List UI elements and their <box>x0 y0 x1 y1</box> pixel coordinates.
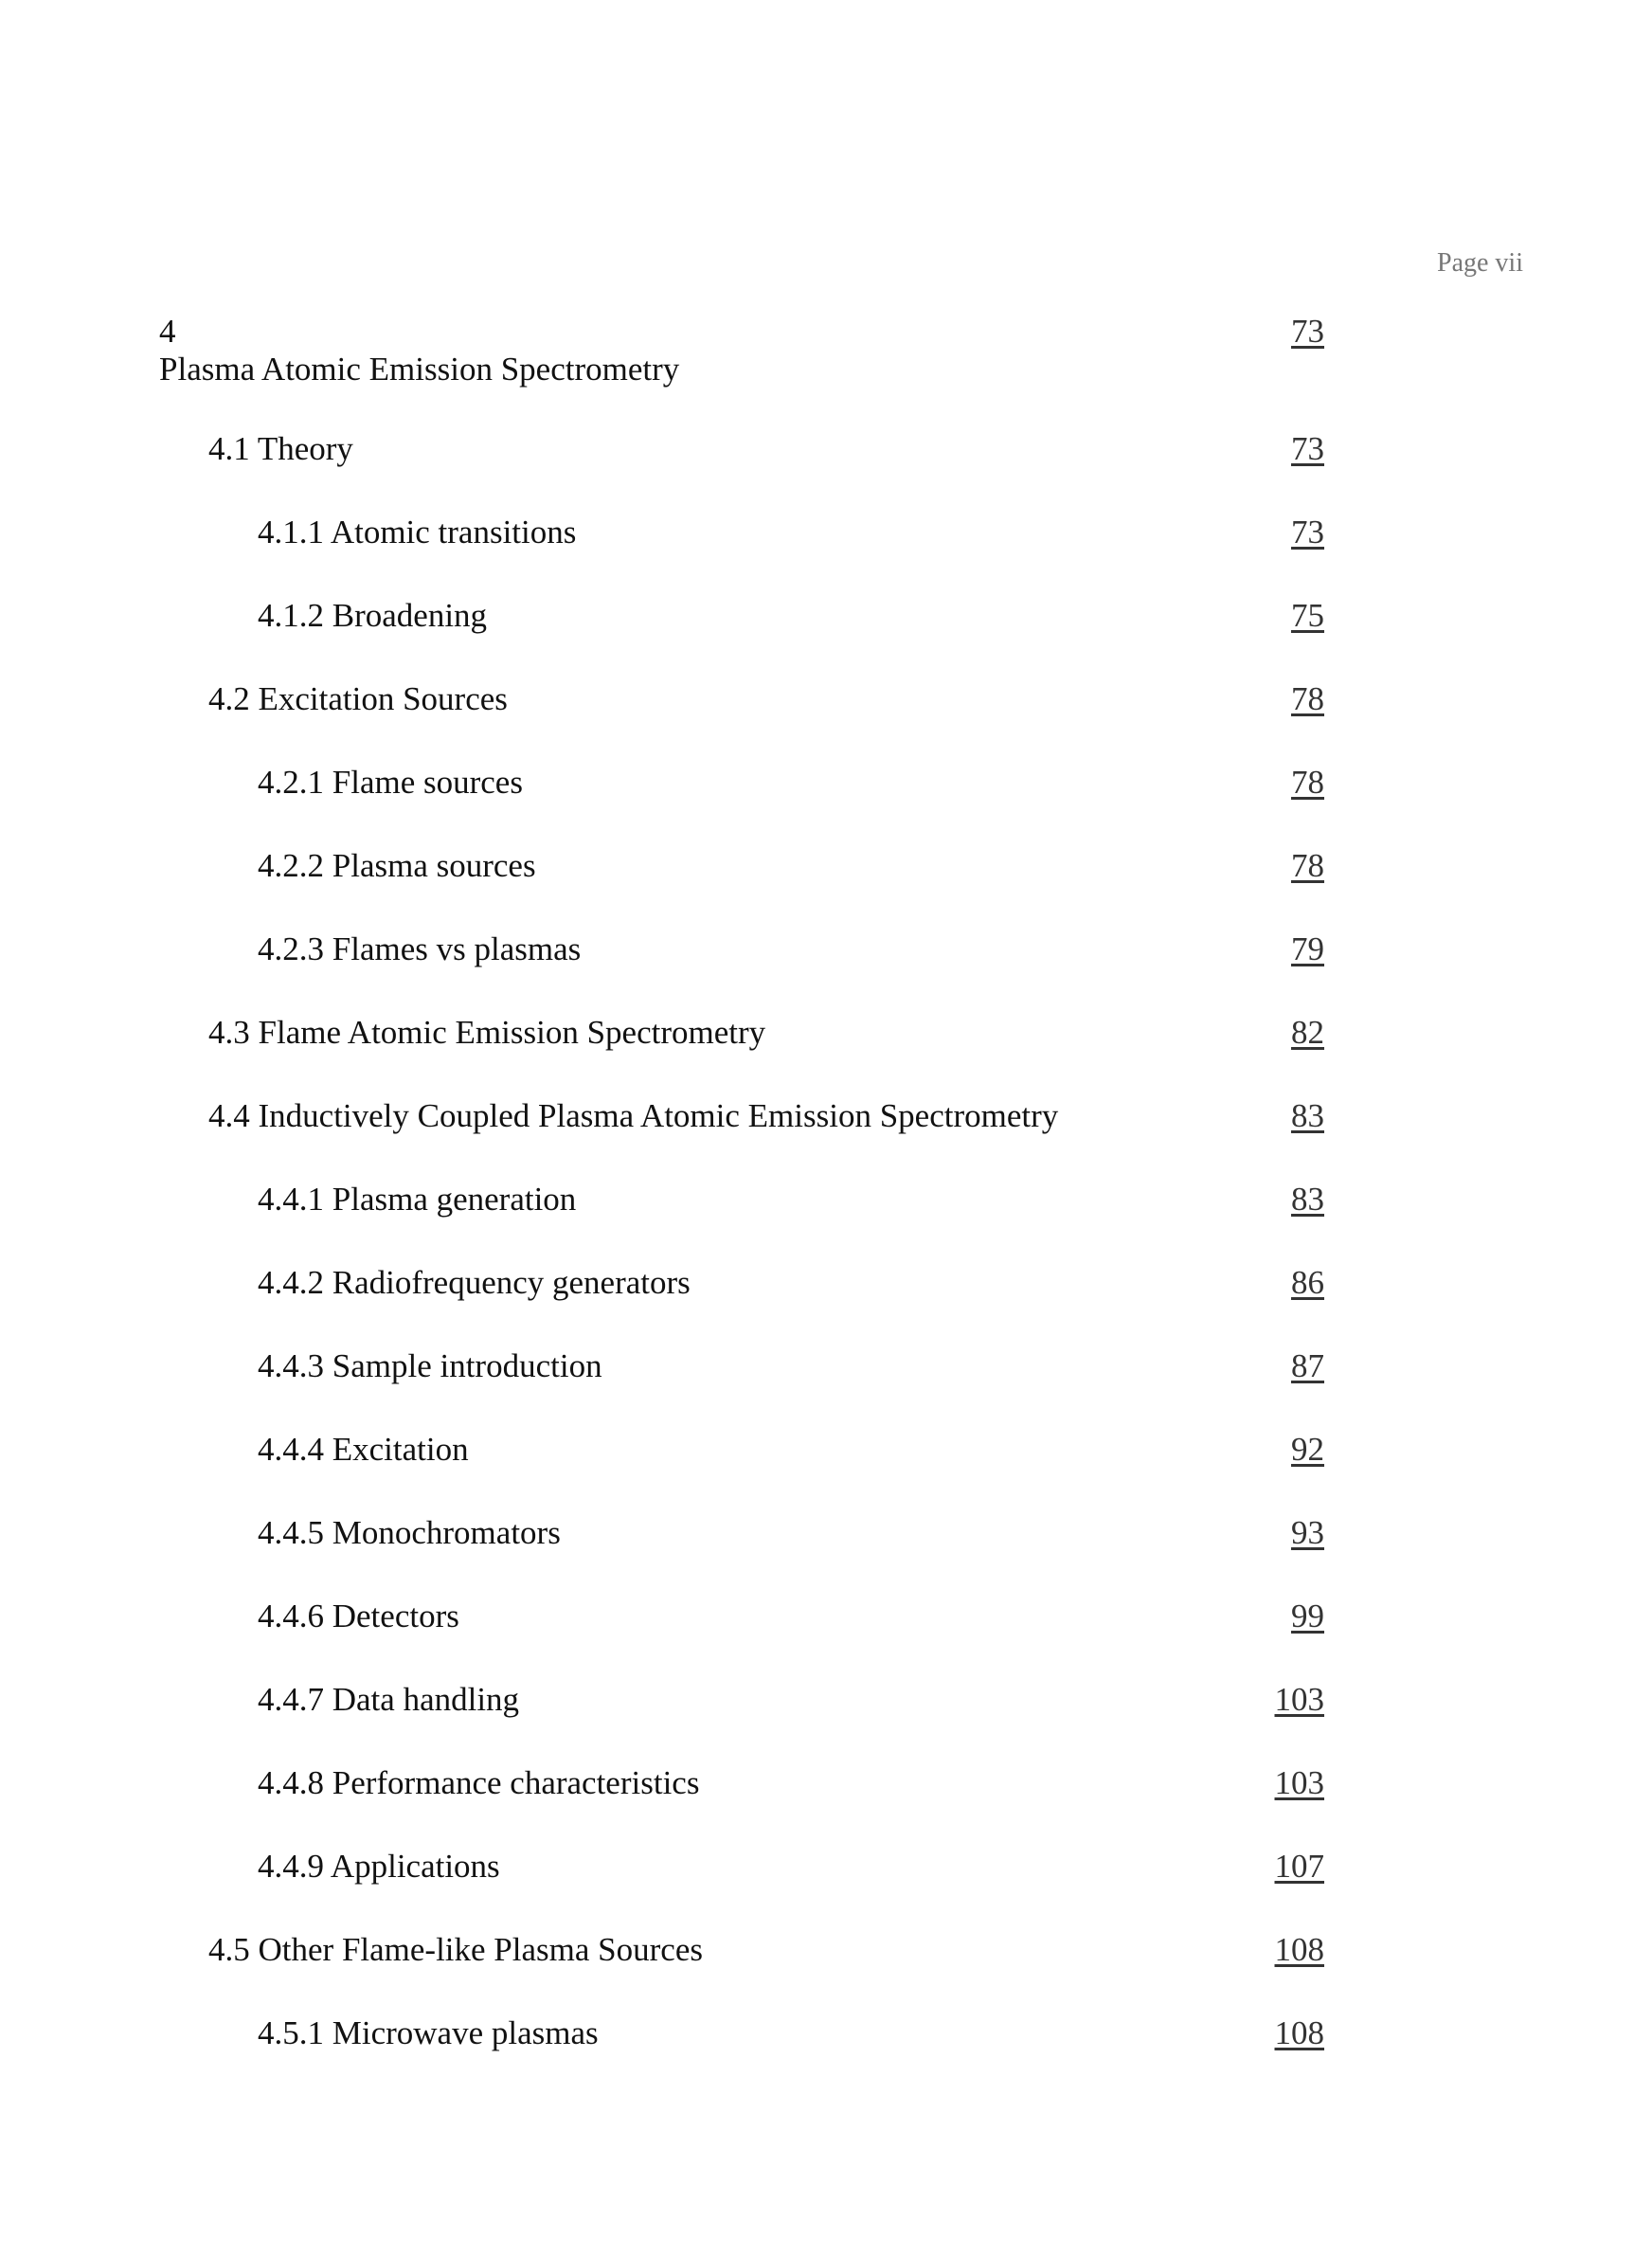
toc-page-link[interactable]: 108 <box>1274 1931 1324 1968</box>
toc-page-link[interactable]: 107 <box>1274 1848 1324 1885</box>
toc-entry-4-4-2 <box>159 1264 1324 1302</box>
table-of-contents <box>159 313 1324 2098</box>
toc-page-link[interactable]: 73 <box>1291 430 1324 467</box>
toc-entry-4-1 <box>159 430 1324 468</box>
page-label: Page vii <box>1437 248 1523 278</box>
toc-page-link[interactable]: 103 <box>1274 1681 1324 1718</box>
toc-entry-4-4-8 <box>159 1764 1324 1802</box>
toc-entry-title: 4.4.7 Data handling <box>258 1681 520 1718</box>
toc-entry-4-2-1 <box>159 764 1324 802</box>
toc-entry-title: 4.2 Excitation Sources <box>208 680 508 717</box>
toc-entry-title: 4.4.4 Excitation <box>258 1431 469 1468</box>
toc-page-link[interactable]: 93 <box>1291 1514 1324 1551</box>
toc-entry-title: 4.2.1 Flame sources <box>258 764 523 801</box>
chapter-title: Plasma Atomic Emission Spectrometry <box>159 351 680 388</box>
toc-page-link[interactable]: 75 <box>1291 597 1324 634</box>
toc-entry-4-5 <box>159 1931 1324 1969</box>
toc-page-link[interactable]: 78 <box>1291 847 1324 884</box>
toc-entry-title: 4.2.2 Plasma sources <box>258 847 536 884</box>
toc-page-link[interactable]: 79 <box>1291 930 1324 967</box>
toc-entry-title: 4.4.6 Detectors <box>258 1598 459 1634</box>
toc-page-link[interactable]: 99 <box>1291 1598 1324 1634</box>
toc-entry-4-4-1 <box>159 1181 1324 1219</box>
toc-entry-title: 4.4.8 Performance characteristics <box>258 1764 700 1801</box>
chapter-number: 4 <box>159 313 176 350</box>
toc-entry-4-4-9 <box>159 1848 1324 1886</box>
toc-entry-title: 4.4.1 Plasma generation <box>258 1181 577 1218</box>
toc-entry-4-4-7 <box>159 1681 1324 1719</box>
toc-entry-title: 4.1.2 Broadening <box>258 597 488 634</box>
toc-entry-4-1-2 <box>159 597 1324 635</box>
toc-page-link[interactable]: 92 <box>1291 1431 1324 1468</box>
toc-entry-4-2 <box>159 680 1324 718</box>
toc-page-link[interactable]: 103 <box>1274 1764 1324 1801</box>
toc-entry-4-4-5 <box>159 1514 1324 1552</box>
toc-page-link[interactable]: 108 <box>1274 2014 1324 2051</box>
toc-entry-title: 4.1.1 Atomic transitions <box>258 514 577 551</box>
toc-page-link[interactable]: 83 <box>1291 1181 1324 1218</box>
toc-entry-title: 4.4 Inductively Coupled Plasma Atomic Emission Spectrometry <box>208 1097 1059 1134</box>
toc-entry-title: 4.4.5 Monochromators <box>258 1514 561 1551</box>
toc-entry-title: 4.3 Flame Atomic Emission Spectrometry <box>208 1014 766 1051</box>
toc-entry-title: 4.5.1 Microwave plasmas <box>258 2014 599 2051</box>
toc-entry-4-1-1 <box>159 514 1324 551</box>
toc-entry-4-4-4 <box>159 1431 1324 1469</box>
toc-page-link[interactable]: 78 <box>1291 764 1324 801</box>
toc-entry-4-5-1 <box>159 2014 1324 2052</box>
toc-page-link[interactable]: 83 <box>1291 1097 1324 1134</box>
toc-entry-title: 4.2.3 Flames vs plasmas <box>258 930 582 967</box>
toc-entry-title: 4.4.2 Radiofrequency generators <box>258 1264 691 1301</box>
toc-entry-4-2-3 <box>159 930 1324 968</box>
toc-page-link[interactable]: 78 <box>1291 680 1324 717</box>
toc-entry-4-4-3 <box>159 1347 1324 1385</box>
toc-entry-title: 4.4.9 Applications <box>258 1848 500 1885</box>
toc-chapter-entry <box>159 313 1324 388</box>
toc-page-link[interactable]: 87 <box>1291 1347 1324 1384</box>
toc-entry-4-4 <box>159 1097 1324 1135</box>
chapter-page-link[interactable]: 73 <box>1291 313 1324 350</box>
toc-entry-4-4-6 <box>159 1598 1324 1635</box>
toc-page-link[interactable]: 86 <box>1291 1264 1324 1301</box>
toc-page-link[interactable]: 82 <box>1291 1014 1324 1051</box>
toc-entry-4-3 <box>159 1014 1324 1052</box>
toc-entry-title: 4.5 Other Flame-like Plasma Sources <box>208 1931 703 1968</box>
toc-entry-4-2-2 <box>159 847 1324 885</box>
toc-entry-title: 4.4.3 Sample introduction <box>258 1347 602 1384</box>
toc-page-link[interactable]: 73 <box>1291 514 1324 551</box>
toc-entry-title: 4.1 Theory <box>208 430 353 467</box>
